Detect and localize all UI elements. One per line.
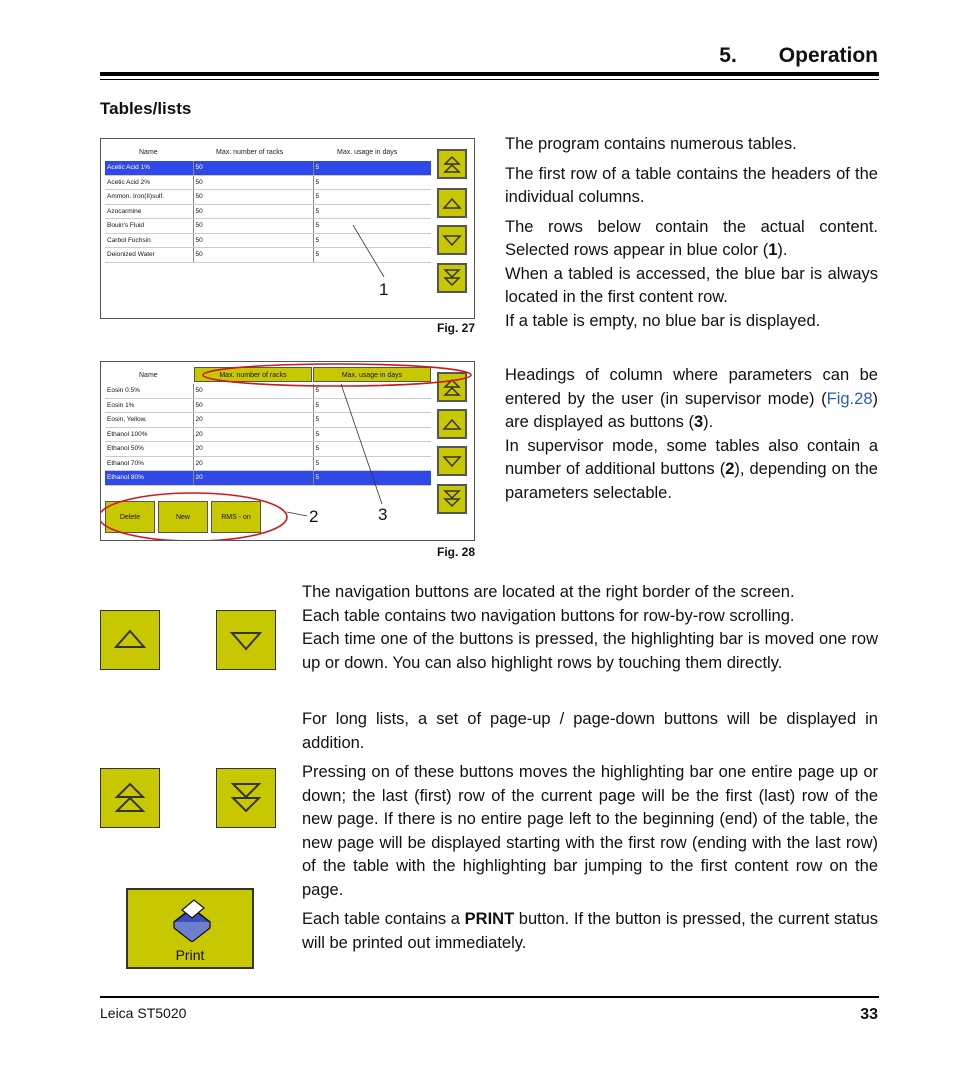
table-cell: 20 bbox=[193, 442, 313, 457]
section-title: Tables/lists bbox=[100, 99, 192, 118]
double-chevron-down-icon bbox=[217, 769, 275, 827]
table-cell: 50 bbox=[193, 219, 313, 234]
paragraph: Each table contains a PRINT button. If the button is pressed, the current status will be printed out immediately. bbox=[302, 910, 879, 952]
table-cell: Ethanol 100% bbox=[105, 427, 193, 442]
fig27-col-days: Max. usage in days bbox=[337, 149, 398, 156]
paragraph: Each table contains two navigation buttons for row-by-row scrolling. bbox=[302, 606, 795, 625]
row-down-button-large[interactable] bbox=[216, 610, 276, 670]
table-cell: 5 bbox=[313, 427, 431, 442]
header-rule-thin bbox=[100, 79, 879, 80]
page-down-button-large[interactable] bbox=[216, 768, 276, 828]
table-cell: 50 bbox=[193, 190, 313, 205]
rms-on-button[interactable]: RMS - on bbox=[211, 501, 261, 533]
chevron-down-icon bbox=[217, 611, 275, 669]
table-cell: Eosin 1% bbox=[105, 398, 193, 413]
table-cell: 5 bbox=[313, 248, 431, 263]
fig27-col-name: Name bbox=[139, 149, 158, 156]
table-cell: 5 bbox=[313, 442, 431, 457]
page-buttons-text bbox=[302, 708, 878, 955]
table-cell: 5 bbox=[313, 456, 431, 471]
table-cell: 20 bbox=[193, 427, 313, 442]
fig28-link[interactable]: Fig.28 bbox=[826, 389, 873, 408]
table-cell: 20 bbox=[193, 471, 313, 486]
new-button[interactable]: New bbox=[158, 501, 208, 533]
table-cell: 50 bbox=[193, 204, 313, 219]
paragraph: When a tabled is accessed, the blue bar is always located in the first content row. bbox=[505, 264, 878, 306]
table-cell: Carbol Fuchsin bbox=[105, 233, 193, 248]
table-cell: 5 bbox=[313, 175, 431, 190]
paragraph: Pressing on of these buttons moves the highlighting bar one entire page up or down; the last (first) row of the current page will be the first (last) row of the new page. If there is no entire page left to the beginning (end) of the table, the new page will be displayed starting with the first row (ending with the last row) of the table with the highlighting bar jumping to the first content row on the page. bbox=[302, 763, 878, 899]
callout-2: 2 bbox=[309, 507, 319, 526]
table-cell: 50 bbox=[193, 233, 313, 248]
table-cell: 5 bbox=[313, 190, 431, 205]
table-cell: Bouin's Fluid bbox=[105, 219, 193, 234]
chevron-up-icon bbox=[101, 611, 159, 669]
fig27-caption: Fig. 27 bbox=[437, 321, 476, 335]
fig27-screenshot bbox=[100, 138, 475, 319]
table-cell: 5 bbox=[313, 398, 431, 413]
table-cell: Ethanol 50% bbox=[105, 442, 193, 457]
table-cell: 50 bbox=[193, 248, 313, 263]
table-cell: 5 bbox=[313, 219, 431, 234]
fig27-callout-line bbox=[101, 139, 474, 318]
paragraph: The first row of a table contains the headers of the individual columns. bbox=[505, 164, 878, 206]
supervisor-text bbox=[505, 364, 878, 505]
table-cell: Ethanol 70% bbox=[105, 456, 193, 471]
callout-3: 3 bbox=[378, 505, 388, 524]
table-cell: Eosin 0.5% bbox=[105, 384, 193, 398]
fig28-col-days-button[interactable]: Max. usage in days bbox=[313, 367, 431, 382]
paragraph: For long lists, a set of page-up / page-down buttons will be displayed in addition. bbox=[302, 710, 878, 752]
footer-rule bbox=[100, 996, 879, 998]
fig28-col-racks-button[interactable]: Max. number of racks bbox=[194, 367, 312, 382]
fig28-screenshot bbox=[100, 361, 475, 541]
table-cell: Deionized Water bbox=[105, 248, 193, 263]
section-header: 5. Operation bbox=[719, 44, 878, 67]
table-cell: 50 bbox=[193, 175, 313, 190]
table-cell: 5 bbox=[313, 413, 431, 428]
print-button-label: Print bbox=[175, 947, 205, 963]
table-cell: 5 bbox=[313, 233, 431, 248]
navigation-text bbox=[302, 581, 878, 675]
paragraph: Headings of column where parameters can be entered by the user (in supervisor mode) (Fig.28) are displayed as buttons (3). bbox=[505, 366, 878, 431]
footer-product: Leica ST5020 bbox=[100, 1005, 187, 1021]
page-number: 33 bbox=[860, 1006, 878, 1023]
fig27-col-racks: Max. number of racks bbox=[216, 149, 284, 156]
table-cell: 50 bbox=[193, 384, 313, 398]
fig28-annotations bbox=[101, 362, 474, 540]
table-cell: Ammon. Iron(II)sulf. bbox=[105, 190, 193, 205]
table-cell: 5 bbox=[313, 471, 431, 486]
row-up-button-large[interactable] bbox=[100, 610, 160, 670]
double-chevron-up-icon bbox=[101, 769, 159, 827]
table-cell: 50 bbox=[193, 398, 313, 413]
table-cell: Eosin, Yellow. bbox=[105, 413, 193, 428]
table-cell: 5 bbox=[313, 161, 431, 175]
table-cell: Acetic Acid 2% bbox=[105, 175, 193, 190]
paragraph: The navigation buttons are located at the right border of the screen. bbox=[302, 583, 795, 601]
print-button[interactable] bbox=[126, 888, 254, 969]
paragraph: The program contains numerous tables. bbox=[505, 135, 797, 153]
table-cell: 50 bbox=[193, 161, 313, 175]
header-rule bbox=[100, 72, 879, 76]
table-cell: 20 bbox=[193, 413, 313, 428]
callout-1: 1 bbox=[379, 280, 389, 299]
page-up-button-large[interactable] bbox=[100, 768, 160, 828]
table-cell: Acetic Acid 1% bbox=[105, 161, 193, 175]
paragraph: Each time one of the buttons is pressed, the highlighting bar is moved one row up or down. You can also highlight rows by touching them directly. bbox=[302, 630, 878, 672]
fig28-caption: Fig. 28 bbox=[437, 545, 476, 559]
table-cell: 5 bbox=[313, 204, 431, 219]
table-cell: Ethanol 80% bbox=[105, 471, 193, 486]
fig28-col-name: Name bbox=[139, 372, 158, 379]
paragraph: The rows below contain the actual content. Selected rows appear in blue color (1). bbox=[505, 217, 878, 259]
table-cell: Azocarmine bbox=[105, 204, 193, 219]
table-cell: 5 bbox=[313, 384, 431, 398]
delete-button[interactable]: Delete bbox=[105, 501, 155, 533]
paragraph: In supervisor mode, some tables also contain a number of additional buttons (2), depending on the parameters selectable. bbox=[505, 436, 878, 502]
paragraph: If a table is empty, no blue bar is displayed. bbox=[505, 311, 821, 330]
intro-text bbox=[505, 133, 878, 333]
printer-icon bbox=[168, 896, 216, 942]
table-cell: 20 bbox=[193, 456, 313, 471]
